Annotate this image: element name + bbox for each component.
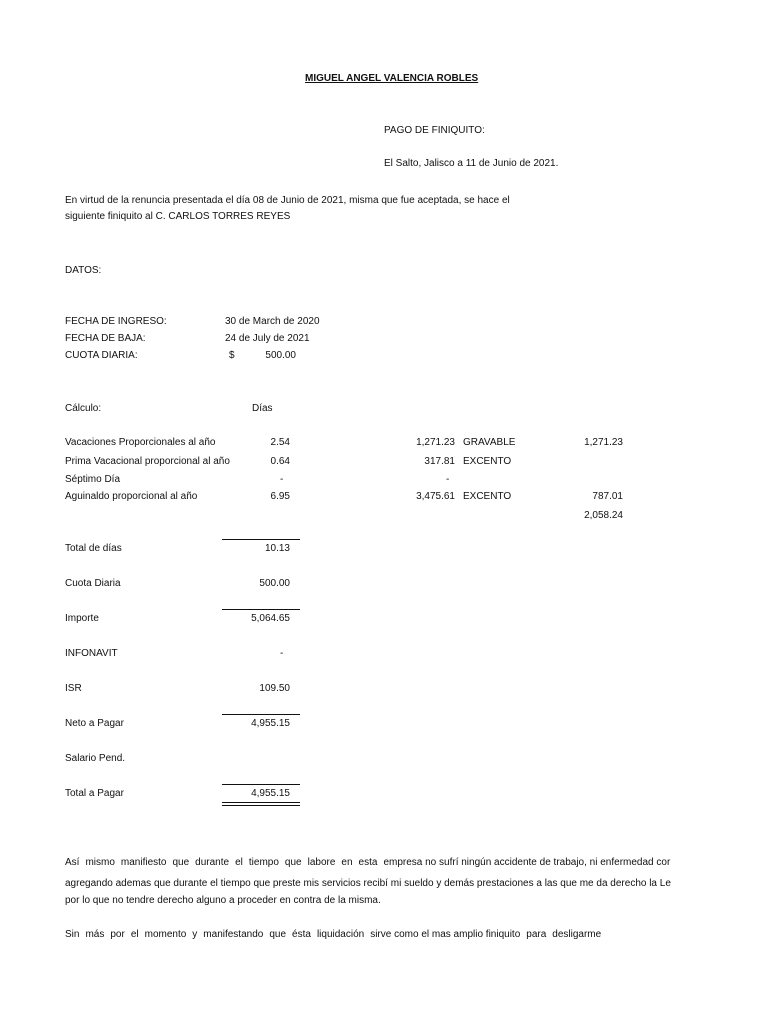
calc-row-extra: 1,271.23 <box>584 437 623 448</box>
sum-rule <box>222 784 300 785</box>
salario-pend-label: Salario Pend. <box>65 753 126 764</box>
calc-row-importe: 3,475.61 <box>416 491 455 502</box>
total-pagar-label: Total a Pagar <box>65 788 124 799</box>
neto-label: Neto a Pagar <box>65 718 124 729</box>
intro-line-1: En virtud de la renuncia presentada el día 08 de Junio de 2021, misma que fue aceptada, se hace el <box>65 195 510 206</box>
sum-rule <box>222 539 300 540</box>
calc-row-importe: 317.81 <box>424 456 455 467</box>
fecha-ingreso-value: 30 de March de 2020 <box>225 316 320 327</box>
calc-row-dias: 6.95 <box>270 491 290 502</box>
calc-row-importe: 1,271.23 <box>416 437 455 448</box>
intro-line-2: siguiente finiquito al C. CARLOS TORRES REYES <box>65 211 291 222</box>
dias-header: Días <box>252 403 273 414</box>
calculo-heading: Cálculo: <box>65 403 102 414</box>
cuota-diaria-label: Cuota Diaria <box>65 578 121 589</box>
cuota-value: 500.00 <box>265 350 296 361</box>
calc-row-tipo: EXCENTO <box>463 491 512 502</box>
calc-row-tipo: EXCENTO <box>463 456 512 467</box>
calc-row-concepto: Séptimo Día <box>65 474 121 485</box>
calc-row-dias: - <box>280 474 284 485</box>
calc-row-importe: - <box>446 474 450 485</box>
isr-value: 109.50 <box>259 683 290 694</box>
sum-rule <box>222 714 300 715</box>
fecha-ingreso-label: FECHA DE INGRESO: <box>65 316 167 327</box>
closing-line-2: agregando ademas que durante el tiempo que preste mis servicios recibí mi sueldo y demás prestaciones a las que me da derecho la Le <box>65 878 671 889</box>
closing-paragraph-2: Sin más por el momento y manifestando que ésta liquidación sirve como el mas amplio finiquito para desligarme <box>65 929 602 940</box>
closing-line-3: por lo que no tendre derecho alguno a proceder en contra de la misma. <box>65 895 381 906</box>
importe-label: Importe <box>65 613 99 624</box>
cuota-label: CUOTA DIARIA: <box>65 350 138 361</box>
infonavit-label: INFONAVIT <box>65 648 118 659</box>
fecha-baja-value: 24 de July de 2021 <box>225 333 310 344</box>
total-pagar-value: 4,955.15 <box>251 788 290 799</box>
sum-rule <box>222 609 300 610</box>
total-dias-label: Total de días <box>65 543 122 554</box>
cuota-diaria-value: 500.00 <box>259 578 290 589</box>
calc-row-tipo: GRAVABLE <box>463 437 516 448</box>
importe-value: 5,064.65 <box>251 613 290 624</box>
calc-row-concepto: Aguinaldo proporcional al año <box>65 491 198 502</box>
cuota-currency: $ <box>229 350 235 361</box>
calc-row-dias: 2.54 <box>270 437 290 448</box>
isr-label: ISR <box>65 683 82 694</box>
calc-row-extra: 787.01 <box>592 491 623 502</box>
payment-heading: PAGO DE FINIQUITO: <box>384 125 485 136</box>
total-dias-value: 10.13 <box>264 543 290 554</box>
fecha-baja-label: FECHA DE BAJA: <box>65 333 146 344</box>
infonavit-value: - <box>280 648 284 659</box>
double-underline <box>222 802 300 803</box>
calc-row-concepto: Prima Vacacional proporcional al año <box>65 456 230 467</box>
double-underline <box>222 805 300 806</box>
neto-value: 4,955.15 <box>251 718 290 729</box>
calc-row-concepto: Vacaciones Proporcionales al año <box>65 437 216 448</box>
datos-heading: DATOS: <box>65 265 102 276</box>
calc-row-dias: 0.64 <box>270 456 290 467</box>
place-date: El Salto, Jalisco a 11 de Junio de 2021. <box>384 158 559 169</box>
extra-total: 2,058.24 <box>584 510 623 521</box>
document-title: MIGUEL ANGEL VALENCIA ROBLES <box>305 73 479 84</box>
closing-line-1: Así mismo manifiesto que durante el tiempo que labore en esta empresa no sufrí ningún accidente de trabajo, ni enfermedad cor <box>65 857 671 868</box>
